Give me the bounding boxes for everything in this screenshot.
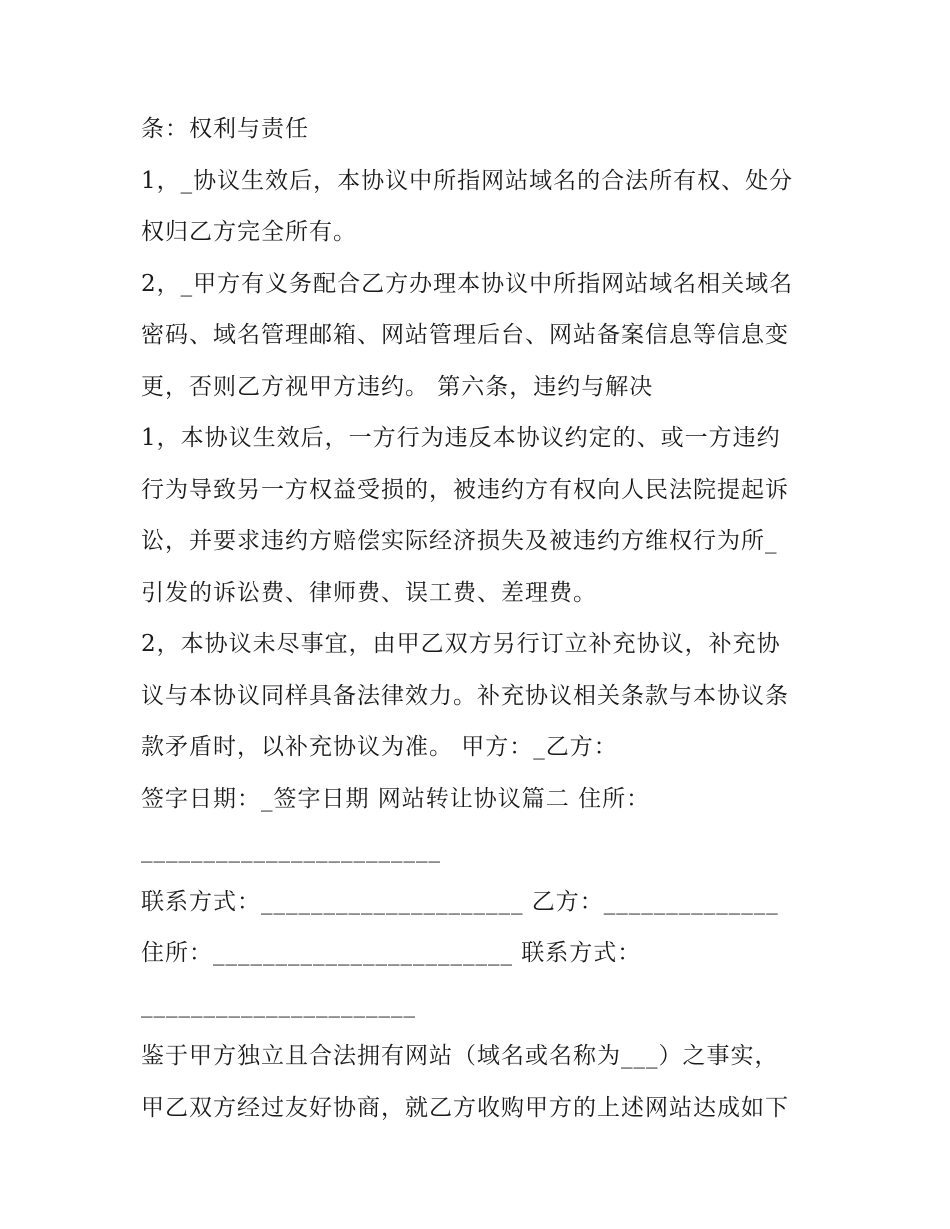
text-line: 2，_甲方有义务配合乙方办理本协议中所指网站域名相关域名	[141, 270, 794, 297]
text-line: 甲乙双方经过友好协商，就乙方收购甲方的上述网站达成如下	[141, 1094, 789, 1121]
text-line: 签字日期：_签字日期 网站转让协议篇二 住所：	[141, 785, 651, 812]
text-line: 更，否则乙方视甲方违约。 第六条，违约与解决	[141, 373, 654, 400]
text-line: 权归乙方完全所有。	[141, 219, 357, 245]
text-line: 1，本协议生效后，一方行为违反本协议约定的、或一方违约	[141, 425, 781, 451]
document-body	[141, 104, 821, 1134]
text-line: 引发的诉讼费、律师费、误工费、差理费。	[141, 579, 597, 606]
text-line: 讼，并要求违约方赔偿实际经济损失及被违约方维权行为所_	[141, 528, 778, 554]
signature-blank-line: ______________________	[141, 991, 416, 1018]
text-line: 行为导致另一方权益受损的，被违约方有权向人民法院提起诉	[141, 476, 789, 503]
text-line: 2，本协议未尽事宜，由甲乙双方另行订立补充协议，补充协	[141, 631, 781, 657]
text-line: 鉴于甲方独立且合法拥有网站（域名或名称为___）之事实，	[141, 1043, 779, 1069]
text-line: 密码、域名管理邮箱、网站管理后台、网站备案信息等信息变	[141, 322, 789, 348]
text-line: 住所：________________________ 联系方式：	[141, 940, 642, 966]
text-line: 联系方式：_____________________ 乙方：______________	[141, 888, 779, 915]
text-line: 条：权利与责任	[141, 116, 309, 142]
signature-blank-line: ________________________	[141, 837, 441, 863]
text-line: 议与本协议同样具备法律效力。补充协议相关条款与本协议条	[141, 682, 789, 709]
text-line: 1，_协议生效后，本协议中所指网站域名的合法所有权、处分	[141, 167, 794, 194]
text-line: 款矛盾时，以补充协议为准。 甲方：_乙方：	[141, 734, 618, 760]
